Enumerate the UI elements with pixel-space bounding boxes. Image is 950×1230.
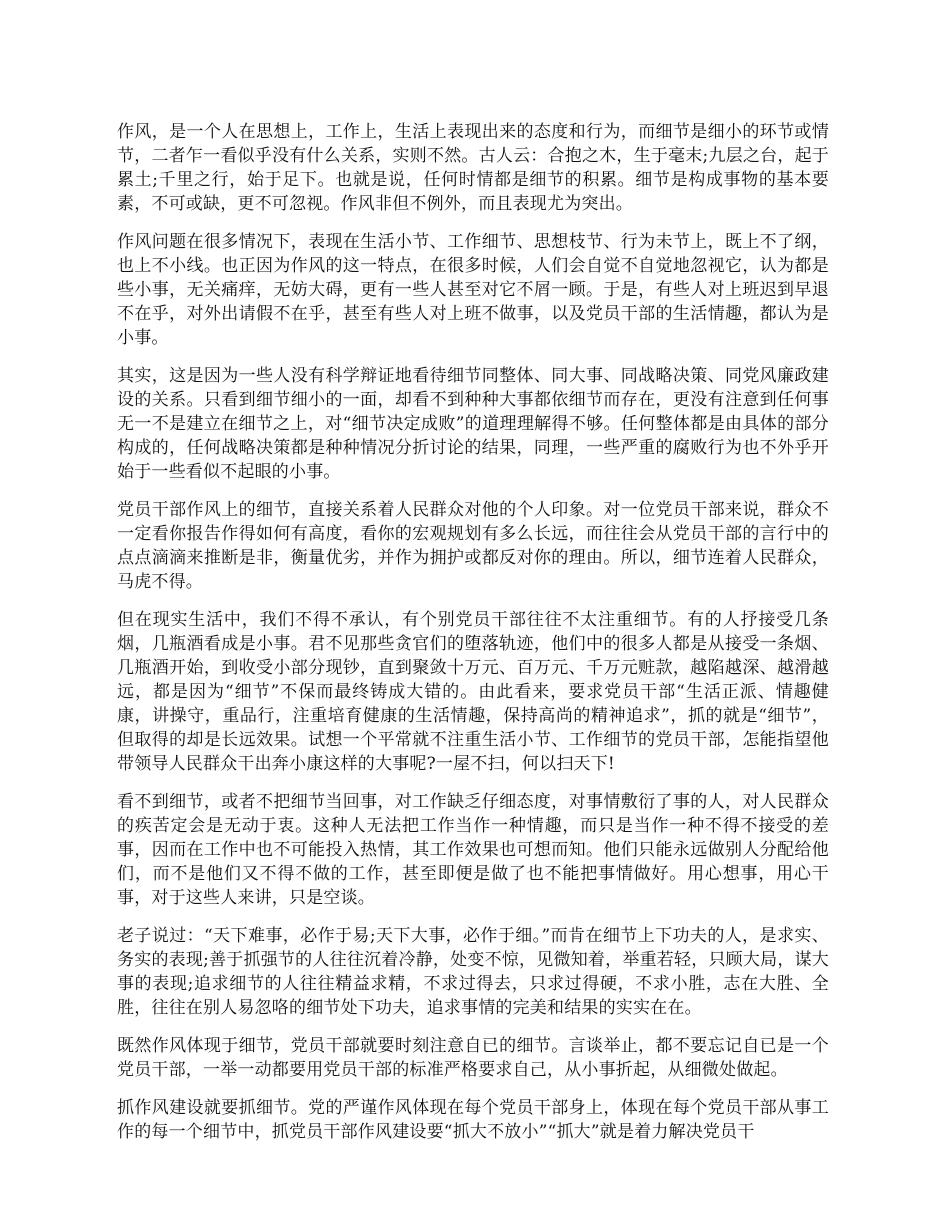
paragraph-3: 其实，这是因为一些人没有科学辩证地看待细节同整体、同大事、同战略决策、同党风廉政建设的关系。只看到细节细小的一面，却看不到种种大事都依细节而存在，更没有注意到任何事无一不是建立在细节之上，对“细节决定成败”的道理理解得不够。任何整体都是由具体的部分构成的，任何战略决策都是种种情况分折讨论的结果，同理，一些严重的腐败行为也不外乎开始于一些看似不起眼的小事。: [117, 366, 829, 482]
paragraph-5: 但在现实生活中，我们不得不承认，有个别党员干部往往不太注重细节。有的人抒接受几条烟，几瓶酒看成是小事。君不见那些贪官们的堕落轨迹，他们中的很多人都是从接受一条烟、几瓶酒开始，到收受小部分现钞，直到聚敛十万元、百万元、千万元赃款，越陷越深、越滑越远，都是因为“细节”不保而最终铸成大错的。由此看来，要求党员干部“生活正派、情趣健康，讲操守，重品行，注重培育健康的生活情趣，保持高尚的精神追求”，抓的就是“细节”，但取得的却是长远效果。试想一个平常就不注重生活小节、工作细节的党员干部，怎能指望他带领导人民群众干出奔小康这样的大事呢?一屋不扫，何以扫天下!: [117, 610, 829, 774]
paragraph-7: 老子说过：“天下难事，必作于易;天下大事，必作于细。”而肯在细节上下功夫的人，是求实、务实的表现;善于抓强节的人往往沉着冷静，处变不惊，见微知着，举重若轻，只顾大局，谋大事的表现;追求细节的人往往精益求精，不求过得去，只求过得硬，不求小胜，志在大胜、全胜，往往在别人易忽咯的细节处下功夫，追求事情的完美和结果的实实在在。: [117, 926, 829, 1018]
paragraph-4: 党员干部作风上的细节，直接关系着人民群众对他的个人印象。对一位党员干部来说，群众不一定看你报告作得如何有高度，看你的宏观规划有多么长远，而往往会从党员干部的言行中的点点滴滴来推断是非，衡量优劣，并作为拥护或都反对你的理由。所以，细节连着人民群众，马虎不得。: [117, 500, 829, 592]
paragraph-6: 看不到细节，或者不把细节当回事，对工作缺乏仔细态度，对事情敷衍了事的人，对人民群众的疾苦定会是无动于衷。这种人无法把工作当作一种情趣，而只是当作一种不得不接受的差事，因而在工作中也不可能投入热情，其工作效果也可想而知。他们只能永远做别人分配给他们，而不是他们又不得不做的工作，甚至即便是做了也不能把事情做好。用心想事，用心干事，对于这些人来讲，只是空谈。: [117, 792, 829, 908]
paragraph-1: 作风，是一个人在思想上，工作上，生活上表现出来的态度和行为，而细节是细小的环节或情节，二者乍一看似乎没有什么关系，实则不然。古人云：合抱之木，生于毫末;九层之台，起于累土;千里之行，始于足下。也就是说，任何时情都是细节的积累。细节是构成事物的基本要素，不可或缺，更不可忽视。作风非但不例外，而且表现尤为突出。: [117, 122, 829, 214]
document-body: [117, 120, 829, 1158]
paragraph-8: 既然作风体现于细节，党员干部就要时刻注意自已的细节。言谈举止，都不要忘记自已是一个党员干部，一举一动都要用党员干部的标准严格要求自己，从小事折起，从细微处做起。: [117, 1036, 829, 1080]
paragraph-9: 抓作风建设就要抓细节。党的严谨作风体现在每个党员干部身上，体现在每个党员干部从事工作的每一个细节中，抓党员干部作风建设要“抓大不放小”“抓大”就是着力解决党员干: [117, 1098, 829, 1142]
paragraph-2: 作风问题在很多情况下，表现在生活小节、工作细节、思想枝节、行为未节上，既上不了纲，也上不小线。也正因为作风的这一特点，在很多时候，人们会自觉不自觉地忽视它，认为都是些小事，无关痛痒，无妨大碍，更有一些人甚至对它不屑一顾。于是，有些人对上班迟到早退不在乎，对外出请假不在乎，甚至有些人对上班不做事，以及党员干部的生活情趣，都认为是小事。: [117, 232, 829, 348]
